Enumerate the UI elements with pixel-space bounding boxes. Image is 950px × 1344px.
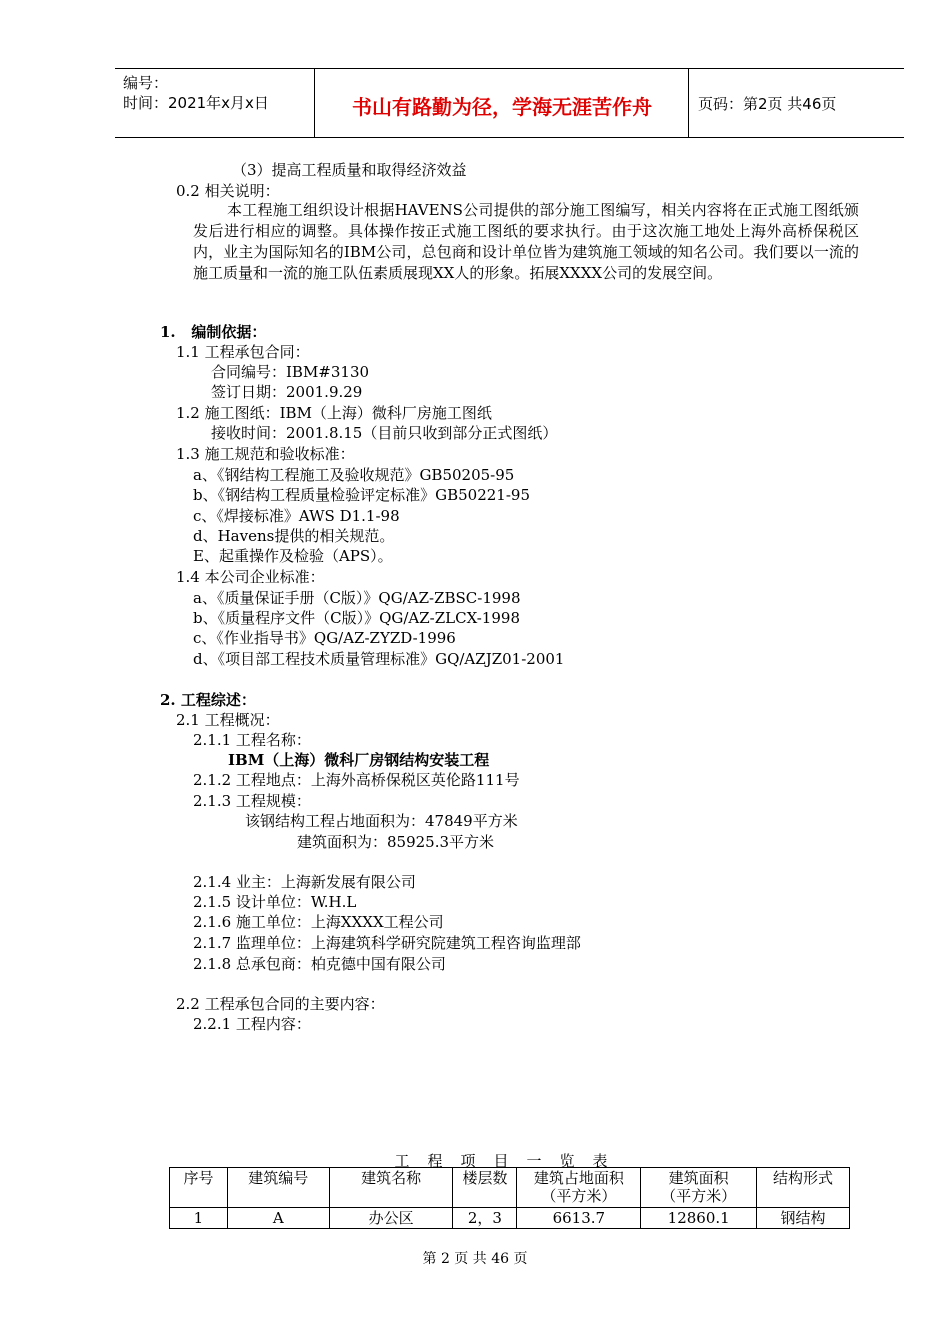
section-2-1-2: 2.1.2 工程地点：上海外高桥保税区英伦路111号 [193,771,520,789]
receive-time: 接收时间：2001.8.15（目前只收到部分正式图纸） [211,424,558,442]
standard-item: b、《钢结构工程质量检验评定标准》GB50221-95 [193,486,530,504]
company-standard-item: b、《质量程序文件（C版）》QG/AZ-ZLCX-1998 [193,609,520,627]
table-cell: A [227,1208,329,1229]
table-header-cell: 序号 [170,1168,228,1208]
table-row [170,1208,850,1229]
contract-date: 签订日期：2001.9.29 [211,383,363,401]
table-cell: 1 [170,1208,228,1229]
table-cell: 钢结构 [757,1208,850,1229]
section-2-2-1: 2.2.1 工程内容： [193,1015,311,1033]
table-header-cell: 结构形式 [757,1168,850,1208]
company-standard-item: c、《作业指导书》QG/AZ-ZYZD-1996 [193,629,456,647]
section-1-title: 编制依据： [191,323,267,341]
section-2-1-5: 2.1.5 设计单位：W.H.L [193,893,357,911]
contract-number: 合同编号：IBM#3130 [211,363,370,381]
code-label: 编号： [123,74,169,92]
project-table [169,1167,850,1229]
section-2-1: 2.1 工程概况： [176,711,280,729]
table-cell: 2，3 [453,1208,517,1229]
section-2-1-8: 2.1.8 总承包商：柏克德中国有限公司 [193,955,446,973]
land-area: 该钢结构工程占地面积为：47849平方米 [245,812,518,830]
section-1-4: 1.4 本公司企业标准： [176,568,325,586]
building-area: 建筑面积为：85925.3平方米 [297,833,495,851]
table-cell: 12860.1 [641,1208,757,1229]
standard-item: d、Havens提供的相关规范。 [193,527,395,545]
table-cell: 办公区 [329,1208,453,1229]
table-header-cell: 建筑名称 [329,1168,453,1208]
header-divider [314,69,315,137]
goal-item: （3）提高工程质量和取得经济效益 [232,161,467,179]
section-2-1-6: 2.1.6 施工单位：上海XXXX工程公司 [193,913,444,931]
section-1-2: 1.2 施工图纸：IBM（上海）微科厂房施工图纸 [176,404,492,422]
header-divider [688,69,689,137]
section-1-1: 1.1 工程承包合同： [176,343,310,361]
standard-item: a、《钢结构工程施工及验收规范》GB50205-95 [193,466,515,484]
project-name: IBM（上海）微科厂房钢结构安装工程 [228,751,490,769]
standard-item: E、起重操作及检验（APS）。 [193,547,393,565]
time-label: 时间：2021年x月x日 [123,94,269,112]
table-header-cell: 建筑编号 [227,1168,329,1208]
section-2-1-1: 2.1.1 工程名称： [193,731,311,749]
table-header-row [170,1168,850,1208]
company-standard-item: d、《项目部工程技术质量管理标准》GQ/AZJZ01-2001 [193,650,565,668]
section-2-1-3: 2.1.3 工程规模： [193,792,311,810]
page-header [115,68,904,138]
header-meta [123,73,313,113]
header-motto: 书山有路勤为径，学海无涯苦作舟 [352,95,652,119]
intro-paragraph [193,200,859,284]
table-caption: 工程项目一览表 [394,1152,626,1170]
table-header-cell: 建筑面积 （平方米） [641,1168,757,1208]
section-0-2: 0.2 相关说明： [176,182,280,200]
table-header-cell: 楼层数 [453,1168,517,1208]
section-2-2: 2.2 工程承包合同的主要内容： [176,995,385,1013]
intro-text: 本工程施工组织设计根据HAVENS公司提供的部分施工图编写，相关内容将在正式施工图纸颁发后进行相应的调整。具体操作按正式施工图纸的要求执行。由于这次施工地处上海外高桥保税区内，业主为国际知名的IBM公司，总包商和设计单位皆为建筑施工领域的知名公司。我们要以一流的施工质量和一流的施工队伍素质展现XX人的形象。拓展XXXX公司的发展空间。 [193,201,859,282]
section-1-number: 1. [160,323,176,341]
section-1-heading [160,322,266,342]
standard-item: c、《焊接标准》AWS D1.1-98 [193,507,400,525]
section-2-1-7: 2.1.7 监理单位：上海建筑科学研究院建筑工程咨询监理部 [193,934,581,952]
section-1-3: 1.3 施工规范和验收标准： [176,445,355,463]
section-2-1-4: 2.1.4 业主：上海新发展有限公司 [193,873,416,891]
page-footer: 第 2 页 共 46 页 [422,1251,528,1267]
header-page-info: 页码：第2页 共46页 [698,95,837,113]
company-standard-item: a、《质量保证手册（C版）》QG/AZ-ZBSC-1998 [193,589,521,607]
table-cell: 6613.7 [517,1208,641,1229]
table-header-cell: 建筑占地面积 （平方米） [517,1168,641,1208]
section-2-heading: 2. 工程综述： [160,691,256,709]
